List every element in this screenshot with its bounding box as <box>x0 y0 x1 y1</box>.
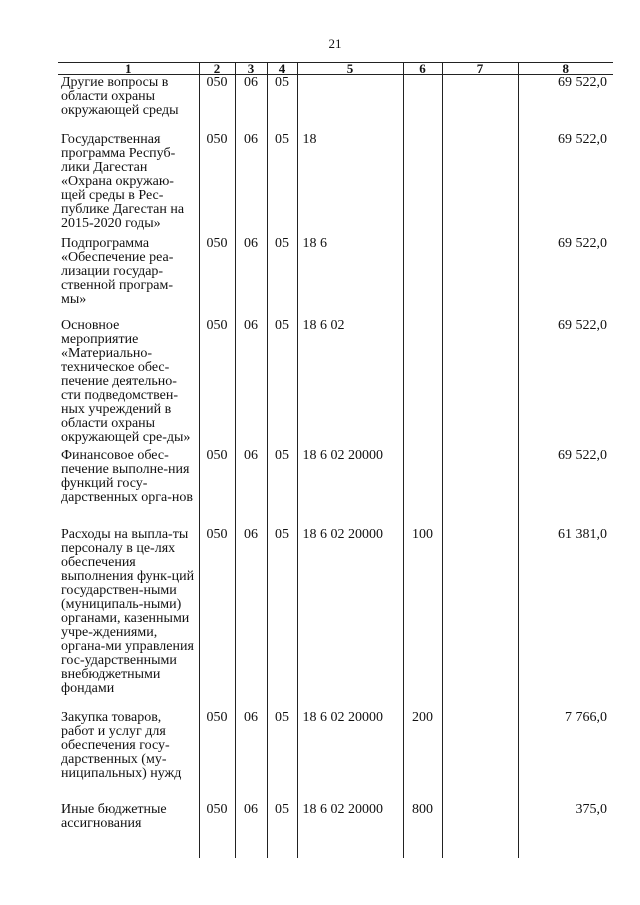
row-col-2: 050 <box>199 318 235 448</box>
row-col-6 <box>403 318 442 448</box>
row-col-5: 18 6 02 20000 <box>297 527 403 710</box>
row-col-5: 18 6 02 20000 <box>297 710 403 802</box>
row-col-4: 05 <box>267 710 297 802</box>
column-header-2: 2 <box>199 63 235 75</box>
row-col-2: 050 <box>199 802 235 858</box>
table-header-row <box>58 63 613 75</box>
budget-table <box>58 62 613 858</box>
column-header-3: 3 <box>235 63 267 75</box>
row-name: Финансовое обес-печение выполне-ния функций госу-дарственных орга-нов <box>61 448 194 505</box>
row-col-3: 06 <box>235 132 267 236</box>
column-header-6: 6 <box>403 63 442 75</box>
row-col-4: 05 <box>267 132 297 236</box>
row-col-7 <box>442 802 518 858</box>
row-col-7 <box>442 448 518 527</box>
row-col-7 <box>442 132 518 236</box>
row-name: Государственная программа Респуб-лики Дагестан «Охрана окружаю-щей среды в Рес-публике Дагестан на 2015-2020 годы» <box>61 132 185 231</box>
row-col-6: 200 <box>403 710 442 802</box>
table-row <box>58 448 613 527</box>
row-amount: 69 522,0 <box>518 75 613 133</box>
row-name: Подпрограмма «Обеспечение реа-лизации государ-ственной програм-мы» <box>61 236 174 307</box>
column-header-5: 5 <box>297 63 403 75</box>
page-number: 21 <box>328 36 342 51</box>
row-col-7 <box>442 75 518 133</box>
row-col-5 <box>297 75 403 133</box>
row-col-6: 100 <box>403 527 442 710</box>
column-header-1: 1 <box>58 63 199 75</box>
row-col-5: 18 6 02 20000 <box>297 802 403 858</box>
row-col-7 <box>442 236 518 318</box>
row-amount: 69 522,0 <box>518 236 613 318</box>
table-row <box>58 236 613 318</box>
table-row <box>58 75 613 133</box>
row-amount: 69 522,0 <box>518 132 613 236</box>
row-col-5: 18 6 02 20000 <box>297 448 403 527</box>
row-col-3: 06 <box>235 527 267 710</box>
row-col-6 <box>403 132 442 236</box>
row-name: Другие вопросы в области охраны окружающей среды <box>61 75 179 118</box>
row-col-2: 050 <box>199 236 235 318</box>
row-name: Закупка товаров, работ и услуг для обеспечения госу-дарственных (му-ниципальных) нужд <box>61 710 182 781</box>
row-col-7 <box>442 710 518 802</box>
row-amount: 7 766,0 <box>518 710 613 802</box>
row-col-5: 18 6 <box>297 236 403 318</box>
row-col-7 <box>442 318 518 448</box>
row-col-7 <box>442 527 518 710</box>
row-col-4: 05 <box>267 527 297 710</box>
row-col-2: 050 <box>199 448 235 527</box>
row-col-4: 05 <box>267 802 297 858</box>
row-col-4: 05 <box>267 75 297 133</box>
row-col-3: 06 <box>235 710 267 802</box>
row-col-2: 050 <box>199 75 235 133</box>
row-col-2: 050 <box>199 132 235 236</box>
row-col-6: 800 <box>403 802 442 858</box>
row-col-3: 06 <box>235 236 267 318</box>
table-row <box>58 132 613 236</box>
row-amount: 375,0 <box>518 802 613 858</box>
row-col-4: 05 <box>267 448 297 527</box>
table-row <box>58 527 613 710</box>
row-col-4: 05 <box>267 318 297 448</box>
row-name: Основное мероприятие «Материально-техническое обес-печение деятельно-сти подведомствен-ных учреждений в области охраны окружающей сре-ды» <box>61 318 191 445</box>
row-col-3: 06 <box>235 318 267 448</box>
row-amount: 69 522,0 <box>518 448 613 527</box>
column-header-4: 4 <box>267 63 297 75</box>
row-amount: 69 522,0 <box>518 318 613 448</box>
table-row <box>58 802 613 858</box>
row-amount: 61 381,0 <box>518 527 613 710</box>
row-col-4: 05 <box>267 236 297 318</box>
table-row <box>58 318 613 448</box>
row-col-2: 050 <box>199 527 235 710</box>
row-col-3: 06 <box>235 802 267 858</box>
row-col-6 <box>403 75 442 133</box>
row-col-3: 06 <box>235 448 267 527</box>
row-col-5: 18 6 02 <box>297 318 403 448</box>
row-col-6 <box>403 448 442 527</box>
row-name: Иные бюджетные ассигнования <box>61 802 167 831</box>
row-name: Расходы на выпла-ты персоналу в це-лях обеспечения выполнения функ-ций государствен-ными (муниципаль-ными) органами, казенными учре-ждениями, органа-ми управления гос-ударственными внебюджетными фондами <box>61 527 195 696</box>
row-col-2: 050 <box>199 710 235 802</box>
column-header-7: 7 <box>442 63 518 75</box>
row-col-5: 18 <box>297 132 403 236</box>
row-col-6 <box>403 236 442 318</box>
column-header-8: 8 <box>518 63 613 75</box>
table-row <box>58 710 613 802</box>
row-col-3: 06 <box>235 75 267 133</box>
